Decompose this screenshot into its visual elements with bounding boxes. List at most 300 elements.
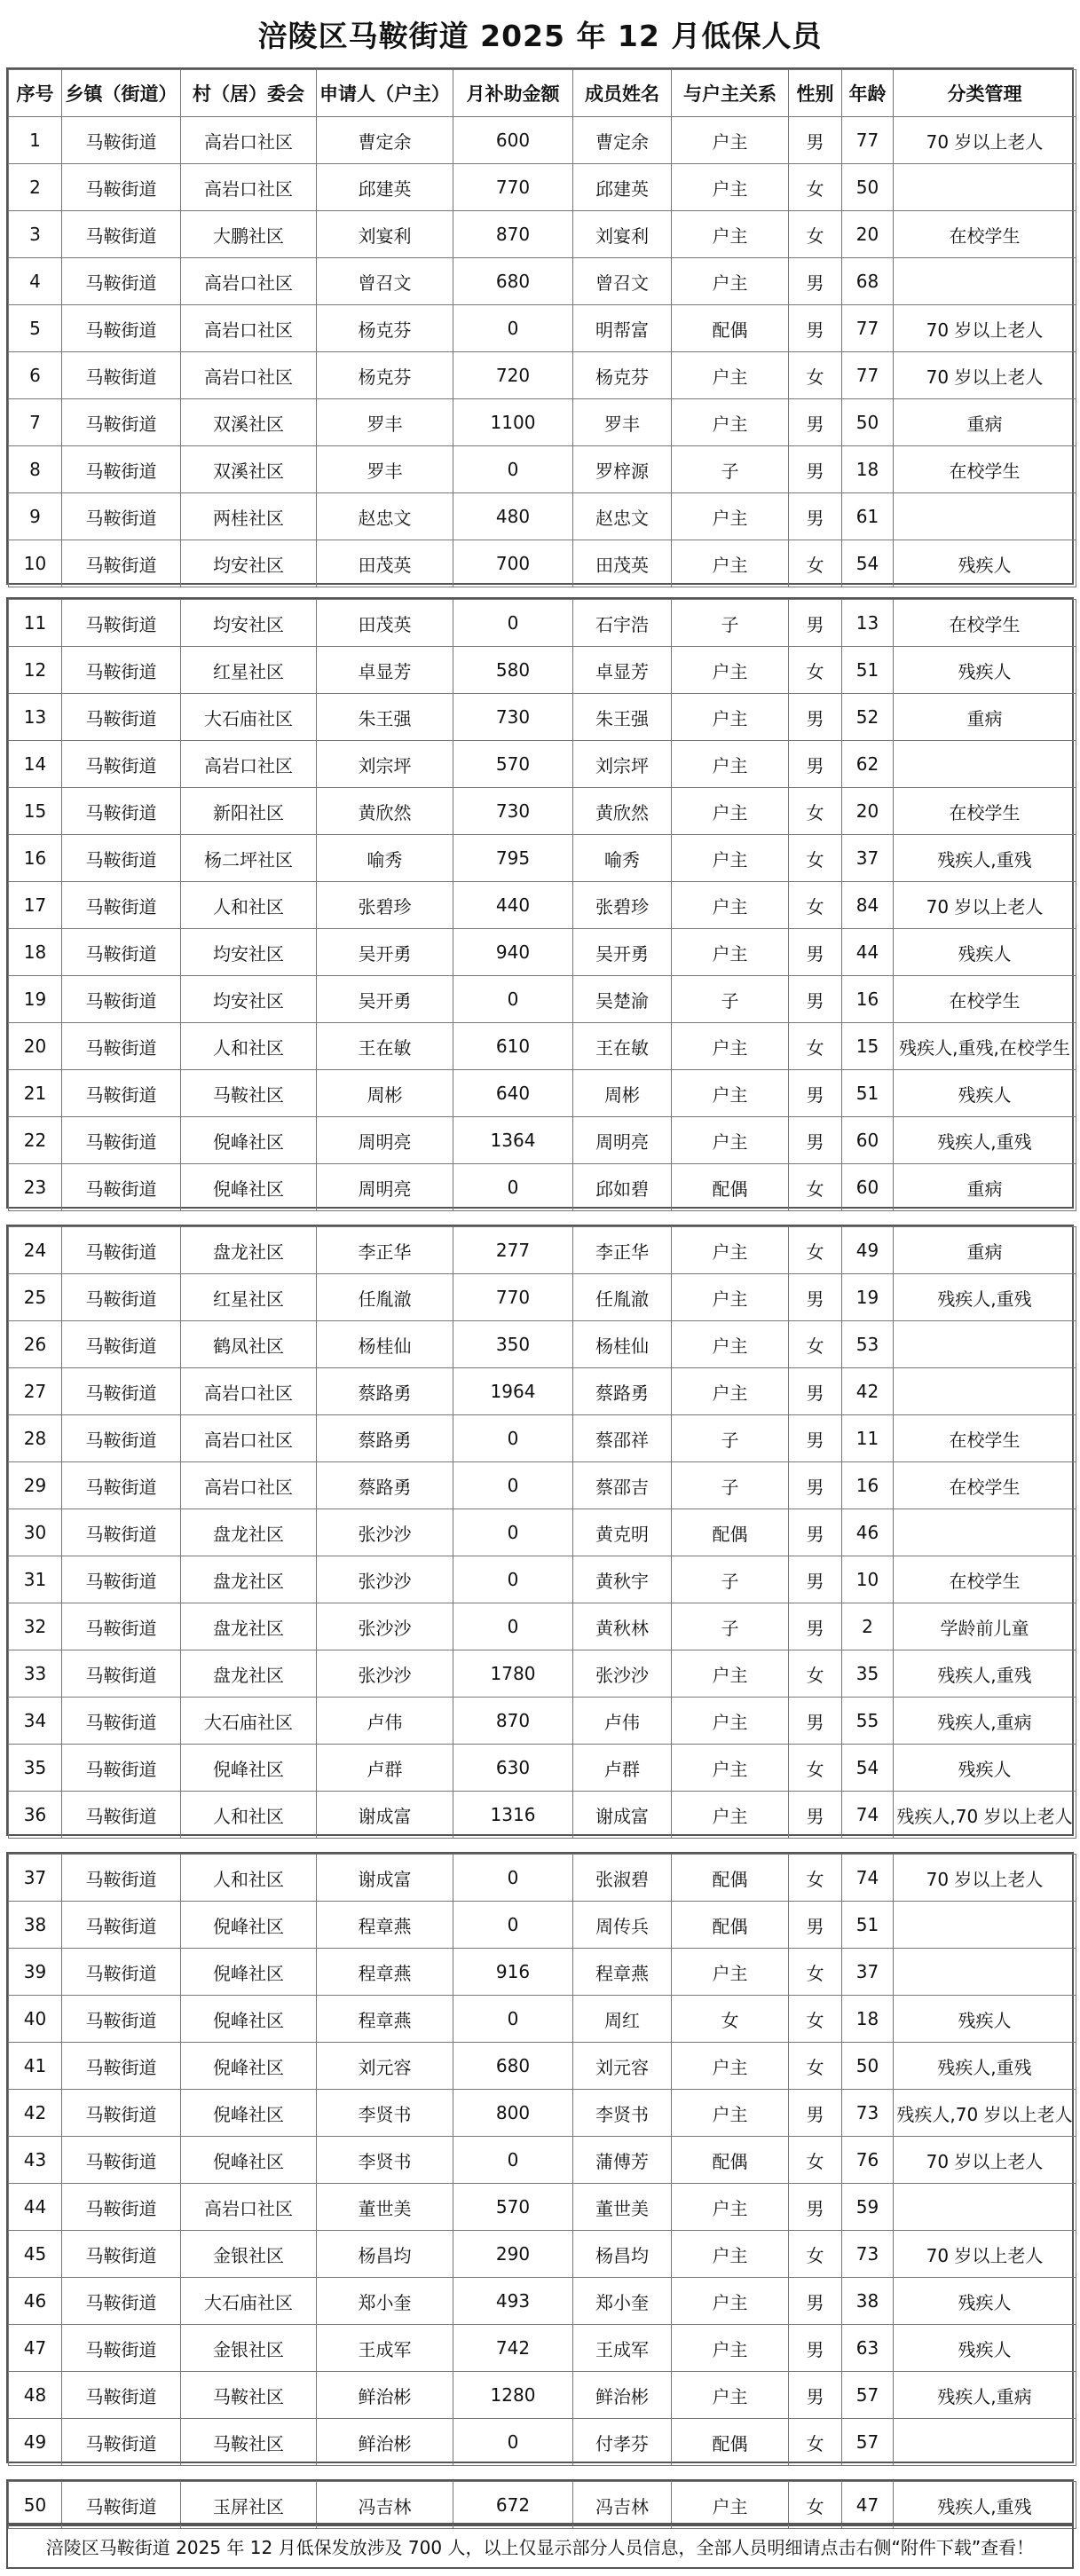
table-cell: 户主 (672, 1368, 789, 1415)
table-cell: 20 (842, 788, 894, 835)
table-cell: 45 (9, 2231, 62, 2278)
table-cell: 女 (789, 352, 842, 399)
table-cell: 60 (842, 1164, 894, 1211)
table-cell: 男 (789, 1368, 842, 1415)
table-cell: 子 (672, 1462, 789, 1509)
table-cell: 罗丰 (317, 446, 453, 493)
table-cell: 70 岁以上老人 (894, 352, 1076, 399)
table-cell: 28 (9, 1415, 62, 1462)
table-cell: 朱王强 (317, 694, 453, 741)
table-cell: 马鞍街道 (62, 2419, 181, 2466)
table-cell: 程章燕 (317, 1949, 453, 1996)
table-cell: 46 (842, 1509, 894, 1556)
table-cell: 新阳社区 (181, 788, 317, 835)
table-row (9, 2184, 1076, 2231)
table-row (9, 1509, 1076, 1556)
table-cell: 杨克芬 (317, 352, 453, 399)
table-cell: 74 (842, 1855, 894, 1902)
table-cell: 蔡邵祥 (573, 1415, 672, 1462)
table-cell: 鲜治彬 (317, 2372, 453, 2419)
table-cell: 570 (453, 741, 573, 788)
table-cell: 马鞍街道 (62, 211, 181, 258)
table-cell: 女 (789, 1227, 842, 1274)
table-cell: 30 (9, 1509, 62, 1556)
table-cell: 马鞍街道 (62, 1415, 181, 1462)
table-cell: 37 (9, 1855, 62, 1902)
table-cell: 马鞍街道 (62, 117, 181, 164)
table-row (9, 1698, 1076, 1745)
table-cell: 33 (9, 1650, 62, 1698)
table-cell: 户主 (672, 788, 789, 835)
table-cell: 刘宗坪 (317, 741, 453, 788)
table-cell: 朱王强 (573, 694, 672, 741)
table-cell: 马鞍街道 (62, 694, 181, 741)
table-cell: 残疾人,重残 (894, 1117, 1076, 1164)
table-cell: 770 (453, 1274, 573, 1321)
table-cell: 37 (842, 1949, 894, 1996)
table-cell: 54 (842, 1745, 894, 1792)
table-cell: 程章燕 (573, 1949, 672, 1996)
table-cell: 残疾人,重病 (894, 2372, 1076, 2419)
table-cell: 残疾人,重残 (894, 835, 1076, 882)
column-header: 月补助金额 (453, 70, 573, 117)
table-cell: 残疾人 (894, 1745, 1076, 1792)
table-row (9, 741, 1076, 788)
table-cell: 870 (453, 1698, 573, 1745)
table-cell: 周彬 (317, 1070, 453, 1117)
table-cell: 40 (9, 1996, 62, 2043)
table-cell: 0 (453, 1509, 573, 1556)
table-cell: 任胤澈 (573, 1274, 672, 1321)
table-cell: 742 (453, 2325, 573, 2372)
table-cell: 53 (842, 1321, 894, 1368)
table-cell: 户主 (672, 882, 789, 929)
table-cell: 户主 (672, 1070, 789, 1117)
table-cell: 卢群 (573, 1745, 672, 1792)
table-cell: 残疾人,70 岁以上老人 (894, 1792, 1076, 1839)
table-cell: 蔡路勇 (317, 1462, 453, 1509)
table-cell: 户主 (672, 1321, 789, 1368)
table-row (9, 694, 1076, 741)
data-table (8, 1854, 1076, 2466)
table-cell: 郑小奎 (573, 2278, 672, 2325)
table-cell: 0 (453, 600, 573, 647)
table-row (9, 1227, 1076, 1274)
table-cell: 女 (789, 2482, 842, 2529)
table-cell: 马鞍街道 (62, 164, 181, 211)
table-cell: 男 (789, 929, 842, 976)
table-cell: 户主 (672, 164, 789, 211)
table-cell: 倪峰社区 (181, 2137, 317, 2184)
table-cell: 吴开勇 (317, 929, 453, 976)
table-cell: 男 (789, 976, 842, 1023)
table-cell: 马鞍街道 (62, 1274, 181, 1321)
table-cell: 蔡路勇 (317, 1415, 453, 1462)
table-cell: 0 (453, 305, 573, 352)
table-cell (894, 1368, 1076, 1415)
table-cell (894, 1949, 1076, 1996)
table-cell: 43 (9, 2137, 62, 2184)
table-row (9, 2325, 1076, 2372)
table-cell: 女 (789, 1996, 842, 2043)
table-cell: 18 (842, 446, 894, 493)
table-cell: 马鞍街道 (62, 788, 181, 835)
table-cell: 残疾人,重残 (894, 2043, 1076, 2090)
table-cell: 王在敏 (317, 1023, 453, 1070)
table-row (9, 1792, 1076, 1839)
table-cell: 女 (789, 647, 842, 694)
table-cell (894, 1321, 1076, 1368)
table-cell: 赵忠文 (317, 493, 453, 540)
table-row (9, 600, 1076, 647)
table-cell: 29 (9, 1462, 62, 1509)
table-cell: 女 (789, 788, 842, 835)
table-cell: 明帮富 (573, 305, 672, 352)
table-cell: 马鞍街道 (62, 600, 181, 647)
table-cell: 人和社区 (181, 1792, 317, 1839)
table-cell: 42 (9, 2090, 62, 2137)
table-cell: 户主 (672, 399, 789, 446)
table-cell: 刘元容 (573, 2043, 672, 2090)
table-cell: 程章燕 (317, 1902, 453, 1949)
table-cell: 1316 (453, 1792, 573, 1839)
table-cell: 6 (9, 352, 62, 399)
table-cell: 0 (453, 1415, 573, 1462)
table-cell: 2 (9, 164, 62, 211)
table-cell: 男 (789, 399, 842, 446)
table-row (9, 1556, 1076, 1603)
table-cell: 700 (453, 540, 573, 587)
table-cell: 杨昌均 (573, 2231, 672, 2278)
table-cell: 大鹏社区 (181, 211, 317, 258)
table-cell: 马鞍街道 (62, 446, 181, 493)
table-cell: 马鞍街道 (62, 2184, 181, 2231)
table-cell: 77 (842, 352, 894, 399)
table-cell: 女 (789, 1023, 842, 1070)
table-cell: 董世美 (317, 2184, 453, 2231)
table-cell: 0 (453, 2419, 573, 2466)
table-cell: 在校学生 (894, 600, 1076, 647)
table-cell: 户主 (672, 835, 789, 882)
table-cell: 周彬 (573, 1070, 672, 1117)
table-cell: 男 (789, 1415, 842, 1462)
table-cell: 配偶 (672, 1164, 789, 1211)
table-cell: 高岩口社区 (181, 305, 317, 352)
table-cell: 39 (9, 1949, 62, 1996)
table-cell: 红星社区 (181, 647, 317, 694)
table-cell: 870 (453, 211, 573, 258)
table-cell: 600 (453, 117, 573, 164)
table-cell: 13 (9, 694, 62, 741)
table-cell: 马鞍街道 (62, 976, 181, 1023)
table-cell: 配偶 (672, 1509, 789, 1556)
table-cell: 王成军 (573, 2325, 672, 2372)
table-row (9, 2043, 1076, 2090)
column-header: 成员姓名 (573, 70, 672, 117)
table-cell: 男 (789, 1603, 842, 1650)
table-cell: 84 (842, 882, 894, 929)
table-cell: 女 (789, 1164, 842, 1211)
table-cell: 盘龙社区 (181, 1650, 317, 1698)
table-cell: 张沙沙 (317, 1650, 453, 1698)
table-cell: 卢群 (317, 1745, 453, 1792)
table-cell: 吴开勇 (317, 976, 453, 1023)
table-cell: 男 (789, 1902, 842, 1949)
table-cell: 672 (453, 2482, 573, 2529)
table-row (9, 540, 1076, 587)
table-cell: 马鞍街道 (62, 258, 181, 305)
table-cell: 张沙沙 (317, 1603, 453, 1650)
table-cell: 户主 (672, 1023, 789, 1070)
data-table (8, 1226, 1076, 1839)
page-title: 涪陵区马鞍街道 2025 年 12 月低保人员 (257, 18, 823, 53)
table-cell: 70 岁以上老人 (894, 882, 1076, 929)
table-cell: 男 (789, 1462, 842, 1509)
table-cell: 9 (9, 493, 62, 540)
table-cell: 户主 (672, 2043, 789, 2090)
table-cell: 残疾人 (894, 2325, 1076, 2372)
table-cell: 21 (9, 1070, 62, 1117)
table-cell: 4 (9, 258, 62, 305)
table-cell (894, 2419, 1076, 2466)
table-cell: 50 (842, 164, 894, 211)
table-row (9, 1415, 1076, 1462)
table-cell: 男 (789, 694, 842, 741)
column-header: 村（居）委会 (181, 70, 317, 117)
table-row (9, 2372, 1076, 2419)
table-cell: 红星社区 (181, 1274, 317, 1321)
table-cell: 盘龙社区 (181, 1603, 317, 1650)
table-cell: 38 (9, 1902, 62, 1949)
table-cell: 马鞍街道 (62, 399, 181, 446)
table-cell: 配偶 (672, 2137, 789, 2184)
table-cell: 15 (9, 788, 62, 835)
table-row (9, 2482, 1076, 2529)
table-cell: 在校学生 (894, 976, 1076, 1023)
table-cell: 男 (789, 446, 842, 493)
table-cell: 刘宴利 (317, 211, 453, 258)
table-cell: 李正华 (317, 1227, 453, 1274)
table-cell: 63 (842, 2325, 894, 2372)
table-cell: 曹定余 (317, 117, 453, 164)
table-row (9, 1070, 1076, 1117)
table-cell: 51 (842, 647, 894, 694)
table-cell: 44 (9, 2184, 62, 2231)
table-cell: 程章燕 (317, 1996, 453, 2043)
table-row (9, 647, 1076, 694)
table-cell: 60 (842, 1117, 894, 1164)
table-cell: 女 (789, 1650, 842, 1698)
table-row (9, 2090, 1076, 2137)
table-cell: 770 (453, 164, 573, 211)
table-cell: 马鞍街道 (62, 1996, 181, 2043)
table-cell: 0 (453, 1902, 573, 1949)
table-cell: 盘龙社区 (181, 1509, 317, 1556)
table-cell: 73 (842, 2090, 894, 2137)
table-cell: 田茂英 (317, 540, 453, 587)
table-cell: 51 (842, 1070, 894, 1117)
table-cell: 1964 (453, 1368, 573, 1415)
table-cell: 高岩口社区 (181, 2184, 317, 2231)
table-cell: 重病 (894, 1227, 1076, 1274)
table-cell: 谢成富 (317, 1792, 453, 1839)
table-cell: 户主 (672, 2372, 789, 2419)
table-cell: 47 (9, 2325, 62, 2372)
data-table (8, 599, 1076, 1211)
table-cell: 户主 (672, 741, 789, 788)
table-cell: 68 (842, 258, 894, 305)
table-cell: 残疾人 (894, 540, 1076, 587)
table-cell: 曾召文 (317, 258, 453, 305)
table-cell: 730 (453, 788, 573, 835)
table-cell: 任胤澈 (317, 1274, 453, 1321)
table-cell: 1780 (453, 1650, 573, 1698)
table-cell: 倪峰社区 (181, 1745, 317, 1792)
column-header: 与户主关系 (672, 70, 789, 117)
table-cell: 马鞍街道 (62, 540, 181, 587)
table-cell: 高岩口社区 (181, 258, 317, 305)
table-cell: 马鞍社区 (181, 1070, 317, 1117)
table-cell: 杨克芬 (317, 305, 453, 352)
table-cell: 马鞍街道 (62, 1792, 181, 1839)
table-cell: 杨桂仙 (573, 1321, 672, 1368)
table-cell (894, 741, 1076, 788)
table-row (9, 305, 1076, 352)
data-table (8, 69, 1076, 587)
table-cell: 户主 (672, 694, 789, 741)
table-cell: 38 (842, 2278, 894, 2325)
column-header: 申请人（户主） (317, 70, 453, 117)
table-cell: 5 (9, 305, 62, 352)
table-cell: 女 (789, 211, 842, 258)
table-cell: 黄秋林 (573, 1603, 672, 1650)
table-cell: 0 (453, 1603, 573, 1650)
footer-note: 涪陵区马鞍街道 2025 年 12 月低保发放涉及 700 人，以上仅显示部分人员信息，全部人员明细请点击右侧“附件下载”查看！ (6, 2523, 1074, 2569)
table-cell: 周明亮 (573, 1117, 672, 1164)
table-cell: 倪峰社区 (181, 2043, 317, 2090)
table-row (9, 1603, 1076, 1650)
table-cell: 54 (842, 540, 894, 587)
table-cell: 16 (842, 1462, 894, 1509)
table-cell: 蒲傅芳 (573, 2137, 672, 2184)
table-cell: 子 (672, 446, 789, 493)
table-row (9, 1462, 1076, 1509)
table-cell: 52 (842, 694, 894, 741)
table-cell: 51 (842, 1902, 894, 1949)
table-cell: 680 (453, 2043, 573, 2090)
table-cell: 70 岁以上老人 (894, 1855, 1076, 1902)
table-cell: 277 (453, 1227, 573, 1274)
table-cell: 20 (842, 211, 894, 258)
table-row (9, 2278, 1076, 2325)
table-cell: 户主 (672, 493, 789, 540)
table-cell: 曹定余 (573, 117, 672, 164)
table-cell: 630 (453, 1745, 573, 1792)
table-row (9, 1855, 1076, 1902)
table-cell: 户主 (672, 258, 789, 305)
table-cell: 倪峰社区 (181, 1949, 317, 1996)
table-row (9, 1368, 1076, 1415)
table-cell: 均安社区 (181, 540, 317, 587)
table-cell: 77 (842, 305, 894, 352)
table-cell: 均安社区 (181, 600, 317, 647)
table-cell: 周传兵 (573, 1902, 672, 1949)
table-cell: 谢成富 (573, 1792, 672, 1839)
table-cell: 刘宴利 (573, 211, 672, 258)
table-cell: 马鞍街道 (62, 2482, 181, 2529)
table-row (9, 446, 1076, 493)
table-cell: 石宇浩 (573, 600, 672, 647)
table-cell: 马鞍街道 (62, 2231, 181, 2278)
table-cell: 户主 (672, 929, 789, 976)
table-cell: 杨桂仙 (317, 1321, 453, 1368)
table-cell: 户主 (672, 647, 789, 694)
table-cell: 倪峰社区 (181, 1996, 317, 2043)
table-row (9, 1321, 1076, 1368)
table-cell: 26 (9, 1321, 62, 1368)
table-row (9, 493, 1076, 540)
table-cell: 32 (9, 1603, 62, 1650)
table-cell: 马鞍街道 (62, 1164, 181, 1211)
table-cell: 吴楚渝 (573, 976, 672, 1023)
table-cell: 重病 (894, 694, 1076, 741)
column-header: 年龄 (842, 70, 894, 117)
table-cell: 0 (453, 1462, 573, 1509)
table-cell: 配偶 (672, 1902, 789, 1949)
table-cell: 795 (453, 835, 573, 882)
table-cell: 18 (9, 929, 62, 976)
table-cell: 73 (842, 2231, 894, 2278)
table-cell: 49 (842, 1227, 894, 1274)
table-cell: 女 (789, 2231, 842, 2278)
data-table (8, 2481, 1076, 2529)
table-cell: 王在敏 (573, 1023, 672, 1070)
table-cell: 35 (9, 1745, 62, 1792)
table-row (9, 1023, 1076, 1070)
table-row (9, 1902, 1076, 1949)
table-cell: 在校学生 (894, 446, 1076, 493)
table-cell: 马鞍街道 (62, 1949, 181, 1996)
table-cell: 残疾人,重残 (894, 2482, 1076, 2529)
table-cell: 子 (672, 976, 789, 1023)
table-cell (894, 2184, 1076, 2231)
table-cell: 女 (789, 1745, 842, 1792)
table-cell: 34 (9, 1698, 62, 1745)
table-cell: 800 (453, 2090, 573, 2137)
table-cell (894, 258, 1076, 305)
table-cell: 卢伟 (573, 1698, 672, 1745)
table-cell: 赵忠文 (573, 493, 672, 540)
table-cell: 李贤书 (573, 2090, 672, 2137)
table-cell: 0 (453, 976, 573, 1023)
table-cell: 倪峰社区 (181, 1117, 317, 1164)
table-cell: 610 (453, 1023, 573, 1070)
table-cell: 周明亮 (317, 1117, 453, 1164)
table-block-3 (6, 1225, 1074, 1836)
table-cell: 680 (453, 258, 573, 305)
table-cell: 子 (672, 1556, 789, 1603)
table-cell: 田茂英 (317, 600, 453, 647)
table-cell: 0 (453, 2137, 573, 2184)
table-cell: 女 (789, 2419, 842, 2466)
table-cell: 户主 (672, 117, 789, 164)
table-cell: 在校学生 (894, 1462, 1076, 1509)
table-cell: 大石庙社区 (181, 1698, 317, 1745)
table-cell: 50 (842, 399, 894, 446)
table-cell: 邱建英 (317, 164, 453, 211)
table-cell: 冯吉林 (573, 2482, 672, 2529)
table-cell: 高岩口社区 (181, 117, 317, 164)
